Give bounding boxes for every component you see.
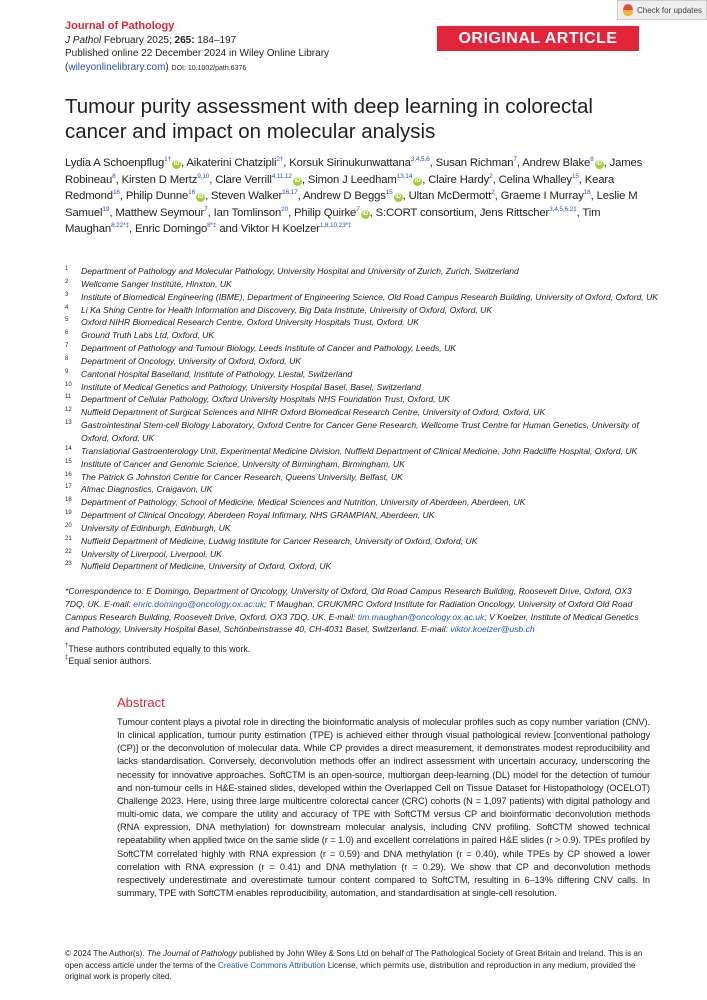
affiliation	[65, 368, 665, 381]
author: Claire Hardy	[428, 173, 490, 186]
affiliation-ref: 8	[112, 172, 116, 180]
affiliation-number: 17	[65, 484, 72, 491]
affiliation-text: Nuffield Department of Medicine, University of Oxford, Oxford, UK	[81, 561, 332, 572]
affiliation	[65, 419, 665, 445]
affiliation-number: 5	[65, 317, 69, 324]
affiliation	[65, 329, 665, 342]
affiliation-ref: 20	[281, 205, 289, 213]
affiliation-ref: 2	[491, 189, 495, 197]
journal-name-footer: The Journal of Pathology	[146, 949, 237, 958]
author: Steven Walker	[211, 190, 283, 203]
affiliation-ref: 16	[188, 189, 196, 197]
orcid-icon[interactable]: iD	[414, 177, 421, 184]
orcid-icon[interactable]: iD	[596, 161, 602, 167]
correspondence-text: ; T Maughan, CRUK/MRC Oxford Institute for Radiation Oncology, University of Oxford Old Road Campus Research Building, Roosevelt Drive, Oxford, OX3 7DQ, UK. E-mail:	[65, 598, 633, 622]
affiliation-text: Nuffield Department of Medicine, Ludwig Institute for Cancer Research, University of Oxford, Oxford, UK	[81, 535, 478, 546]
affiliation-text: Department of Pathology and Molecular Pathology, University Hospital and University of Zurich, Zurich, Switzerland	[81, 266, 519, 276]
author: Celina Whalley	[498, 173, 572, 186]
affiliation-text: Wellcome Sanger Institute, Hinxton, UK	[81, 278, 232, 289]
check-for-updates-label: Check for updates	[637, 5, 702, 15]
affiliation-list	[65, 265, 665, 573]
affiliation	[65, 278, 665, 291]
affiliation-ref: 16	[112, 189, 120, 197]
correspondence-text: *Correspondence to: E Domingo, Department of Oncology, University of Oxford, Old Road Campus Research Building, Roosevelt Drive, Oxford, OX3 7DQ, UK. E-mail:	[65, 586, 632, 609]
site-link[interactable]: wileyonlinelibrary.com	[68, 61, 166, 73]
author-notes	[65, 643, 250, 668]
doi: DOI: 10.1002/path.6376	[171, 64, 247, 72]
email-link[interactable]: enric.domingo@oncology.ox.ac.uk	[133, 598, 265, 609]
author: Leslie M Samuel	[65, 190, 638, 219]
affiliation	[65, 381, 665, 394]
affiliation	[65, 509, 665, 522]
copyright-text: © 2024 The Author(s).	[65, 949, 147, 958]
correspondence-text: ; V Koelzer, Institute of Medical Genetics and Pathology, University Hospital Basel, Schönbeinstrasse 40, CH-4031 Basel, Switzerland. E-mail:	[65, 611, 639, 635]
author: Simon J Leedham	[307, 173, 397, 186]
note-text: Equal senior authors.	[68, 656, 152, 667]
affiliation-number: 3	[65, 291, 69, 298]
affiliation-number: 19	[65, 510, 72, 517]
affiliation	[65, 393, 665, 406]
email-link[interactable]: tim.maughan@oncology.ox.ac.uk	[357, 611, 485, 622]
abstract-heading: Abstract	[117, 695, 165, 710]
affiliation	[65, 406, 665, 419]
affiliation-number: 11	[65, 394, 72, 401]
affiliation-ref: 4,11,12	[271, 172, 292, 180]
affiliation-ref: 3,4,5,6,21	[549, 205, 577, 213]
author: Andrew Blake	[522, 157, 591, 169]
affiliation-number: 8	[65, 355, 69, 362]
author: Kirsten D Mertz	[121, 173, 198, 186]
affiliation-text: Department of Pathology, School of Medicine, Medical Sciences and Nutrition, University of Aberdeen, Aberdeen, UK	[81, 497, 526, 508]
journal-header	[65, 20, 329, 75]
license-text: License, which permits use, distribution and reproduction in any medium, provided the original work is properly cited.	[65, 960, 636, 982]
affiliation-ref: 13,14	[396, 172, 413, 180]
affiliation-ref: 1†	[164, 156, 172, 163]
affiliation-number: 15	[65, 458, 72, 465]
affiliation-number: 4	[65, 304, 69, 311]
affiliation	[65, 458, 665, 471]
email-link[interactable]: viktor.koelzer@usb.ch	[450, 624, 535, 635]
article-title: Tumour purity assessment with deep learning in colorectal cancer and impact on molecular analysis	[65, 95, 593, 143]
license-footer	[65, 948, 650, 983]
affiliation-ref: 8	[590, 156, 594, 163]
orcid-icon[interactable]: iD	[173, 161, 180, 167]
author: Andrew D Beggs	[303, 190, 386, 203]
affiliation	[65, 316, 665, 329]
affiliation	[65, 496, 665, 509]
affiliation-ref: 8*‡	[207, 222, 217, 230]
affiliation	[65, 291, 665, 304]
affiliation	[65, 355, 665, 368]
note-text: These authors contributed equally to this work.	[68, 644, 251, 654]
orcid-icon[interactable]: iD	[197, 194, 204, 201]
affiliation-ref: 3,4,5,6	[410, 156, 430, 163]
author: James Robineau	[65, 157, 643, 186]
pages: 184–197	[194, 34, 237, 46]
affiliation-ref: 8,22*‡	[111, 222, 129, 230]
affiliation	[65, 304, 665, 317]
author: S:CORT consortium	[375, 206, 474, 219]
affiliation-number: 21	[65, 535, 72, 542]
affiliation-number: 16	[65, 471, 72, 478]
author: Korsuk Sirinukunwattana	[289, 157, 411, 169]
license-link[interactable]: Creative Commons Attribution	[217, 960, 326, 970]
affiliation-ref: 7	[513, 156, 517, 163]
affiliation-ref: 1,8,10,23*‡	[319, 222, 352, 230]
affiliation	[65, 535, 665, 548]
site-doi-line: (wileyonlinelibrary.com) DOI: 10.1002/path.6376	[65, 61, 247, 73]
author: Lydia A Schoenpflug	[65, 157, 165, 169]
check-for-updates-button[interactable]	[617, 0, 707, 20]
note-equal-contribution	[65, 643, 250, 655]
affiliation-number: 1	[65, 266, 69, 272]
author: Matthew Seymour	[115, 206, 205, 219]
orcid-icon[interactable]: iD	[362, 210, 368, 217]
affiliation-text: Cantonal Hospital Baselland, Institute of Pathology, Liestal, Switzerland	[81, 368, 353, 379]
affiliation	[65, 445, 665, 458]
affiliation-text: Ground Truth Labs Ltd, Oxford, UK	[81, 330, 215, 341]
affiliation-number: 6	[65, 330, 69, 337]
affiliation-number: 23	[65, 561, 72, 568]
affiliation-text: Department of Clinical Oncology, Aberdeen Royal Infirmary, NHS GRAMPIAN, Aberdeen, UK	[81, 510, 435, 521]
abstract-text: Tumour content plays a pivotal role in directing the bioinformatic analysis of molecular profiles such as copy number variation (CNV). In clinical application, tumour purity estimation (TPE) is achieved either through visual pathological review [conventional pathology (CP)] or the deconvolution of molecular data. While CP provides a direct measurement, it demonstrates modest reproducibility and lacks standardisation. Conversely, deconvolution methods offer an indirect assessment with uncertain accuracy, underscoring the necessity for innovative approaches. SoftCTM is an open-source, multiorgan deep-learning (DL) model for the detection of tumour and non-tumour cells in H&E-stained slides, developed within the Overlapped Cell on Tissue Dataset for Histopathology (OCELOT) Challenge 2023. Here, using three large multicentre colorectal cancer (CRC) cohorts (N = 1,097 patients) with digital pathology and multi-omic data, we compare the utility and accuracy of TPE with SoftCTM versus CP and bioinformatic deconvolution methods (RNA expression, DNA methylation) for downstream molecular analysis, including CNV profiling. SoftCTM showed technical repeatability when applied twice on the same slide (r = 1.0) and excellent correlations in paired H&E slides (r > 0.9). TPEs profiled by SoftCTM correlated highly with RNA expression (r = 0.59) and DNA methylation (r = 0.40), while TPEs by CP showed a lower correlation with RNA expression (r = 0.41) and DNA methylation (r = 0.29). We show that CP and deconvolution methods respectively underestimate and overestimate tumour content compared to SoftCTM, resulting in 6–13% differing CNV calls. In summary, TPE with SoftCTM enables reproducibility, automation, and standardisation at single-cell resolution.	[117, 717, 650, 899]
citation-journal: J Pathol	[65, 34, 102, 46]
author: Jens Rittscher	[479, 206, 550, 219]
affiliation	[65, 471, 665, 484]
affiliation-number: 7	[65, 343, 69, 350]
affiliation-ref: 7	[204, 205, 208, 213]
affiliation-text: Nuffield Department of Surgical Sciences and NIHR Oxford Biomedical Research Centre, University of Oxford, Oxford, UK	[81, 407, 546, 418]
affiliation	[65, 522, 665, 535]
author: Enric Domingo	[134, 223, 208, 236]
affiliation-number: 2	[65, 278, 69, 285]
author: Susan Richman	[435, 157, 514, 169]
author-list: Lydia A Schoenpflug$^{1\dagger}$iD , Aikaterini Chatzipli$^{2\dagger}$, Korsuk Sirinukunwattana$^{3,4,5,6}$, Susan Richman$^7$, Andrew Blake$^8$iD , James Robineau$^8$, Kirsten D Mertz$^{9,10}$, Clare Verrill$^{4,11,12}$iD , Simon J Leedham$^{13,14}$iD , Claire Hardy$^2$, Celina Whalley$^{15}$, Keara Redmond$^{16}$, Philip Dunne$^{16}$iD , Steven Walker$^{16,17}$, Andrew D Beggs$^{15}$iD , Ultan McDermott$^2$, Graeme I Murray$^{18}$, Leslie M Samuel$^{19}$, Matthew Seymour$^7$, Ian Tomlinson$^{20}$, Philip Quirke$^7$iD , S:CORT consortium, Jens Rittscher$^{3,4,5,6,21}$, Tim Maughan$^{8,22*\ddagger}$, Enric Domingo$^{8*\ddagger}$ and Viktor H Koelzer$^{1,8,10,23*\ddagger}$	[65, 156, 643, 236]
affiliation-number: 12	[65, 407, 72, 414]
affiliation-number: 22	[65, 548, 72, 555]
affiliation-text: Translational Gastroenterology Unit, Experimental Medicine Division, Nuffield Department of Clinical Medicine, John Radcliffe Hospital, Oxford, UK	[81, 445, 638, 456]
author: Viktor H Koelzer	[240, 223, 320, 236]
affiliation-number: 18	[65, 497, 72, 504]
affiliation-text: Institute of Biomedical Engineering (IBME), Department of Engineering Science, Old Road Campus Research Building, University of Oxford, Oxford, UK	[81, 291, 659, 302]
author: Philip Dunne	[125, 190, 189, 203]
affiliation-number: 13	[65, 420, 72, 427]
affiliation-text: The Patrick G Johnston Centre for Cancer Research, Queens University, Belfast, UK	[81, 471, 403, 482]
orcid-icon[interactable]: iD	[395, 194, 401, 201]
affiliation-number: 9	[65, 368, 69, 375]
author: Graeme I Murray	[500, 190, 584, 203]
affiliation-text: Institute of Cancer and Genomic Science, University of Birmingham, Birmingham, UK	[81, 458, 405, 469]
correspondence	[65, 585, 650, 636]
affiliation-number: 20	[65, 522, 72, 529]
journal-name: Journal of Pathology	[65, 20, 175, 32]
affiliation	[65, 342, 665, 355]
author: Philip Quirke	[294, 206, 357, 219]
affiliation-ref: 2†	[276, 156, 284, 163]
author: Clare Verrill	[215, 173, 272, 186]
affiliation-number: 10	[65, 381, 72, 388]
affiliation-text: University of Liverpool, Liverpool, UK	[81, 548, 222, 559]
affiliation-ref: 18	[583, 189, 591, 197]
license-text: published by John Wiley & Sons Ltd on behalf of The Pathological Society of Great Britain and Ireland. This is an open access article under the terms of the	[65, 949, 643, 970]
affiliation-ref: 9,10	[197, 172, 210, 180]
published-line: Published online 22 December 2024 in Wiley Online Library	[65, 48, 330, 59]
affiliation-text: Li Ka Shing Centre for Health Information and Discovery, Big Data Institute, University of Oxford, Oxford, UK	[81, 304, 493, 315]
affiliation-text: Almac Diagnostics, Craigavon, UK	[81, 484, 213, 495]
affiliation-text: Department of Oncology, University of Oxford, Oxford, UK	[81, 355, 302, 366]
affiliation	[65, 548, 665, 561]
affiliation-text: Oxford NIHR Biomedical Research Centre, Oxford University Hospitals Trust, Oxford, UK	[81, 317, 419, 328]
affiliation-number: 14	[65, 445, 72, 452]
article-type-badge: ORIGINAL ARTICLE	[437, 26, 639, 51]
affiliation-text: Department of Cellular Pathology, Oxford University Hospitals NHS Foundation Trust, Oxford, UK	[81, 394, 450, 405]
author: Ultan McDermott	[408, 190, 492, 203]
affiliation	[65, 483, 665, 496]
affiliation	[65, 265, 665, 278]
author: Aikaterini Chatzipli	[186, 157, 277, 169]
citation	[65, 34, 329, 48]
affiliation-ref: 19	[102, 205, 110, 213]
author: Ian Tomlinson	[213, 206, 282, 219]
affiliation-ref: 2	[489, 172, 493, 180]
affiliation-ref: 15	[385, 189, 393, 197]
affiliation-ref: 16,17	[282, 189, 298, 197]
affiliation-text: Department of Pathology and Tumour Biology, Leeds Institute of Cancer and Pathology, Leeds, UK	[81, 343, 457, 354]
author: Tim Maughan	[65, 206, 601, 236]
volume: 265:	[174, 34, 195, 46]
citation-date: February 2025;	[101, 34, 175, 46]
affiliation-text: Gastrointestinal Stem-cell Biology Laboratory, Oxford Centre for Cancer Gene Research, Wellcome Trust Centre for Human Genetics, University of Oxford, Oxford, UK	[81, 420, 639, 443]
affiliation-text: University of Edinburgh, Edinburgh, UK	[81, 522, 231, 533]
dagger-symbol: †	[65, 643, 69, 649]
note-senior-authors	[65, 655, 250, 667]
affiliation-ref: 7	[356, 205, 360, 213]
affiliation-ref: 15	[571, 172, 579, 180]
author: Keara Redmond	[65, 173, 615, 203]
crossmark-icon	[623, 4, 633, 16]
double-dagger-symbol: ‡	[65, 655, 69, 662]
affiliation-text: Institute of Medical Genetics and Pathology, University Hospital Basel, Basel, Switzerland	[81, 381, 421, 392]
affiliation	[65, 560, 665, 573]
orcid-icon[interactable]: iD	[294, 177, 301, 184]
